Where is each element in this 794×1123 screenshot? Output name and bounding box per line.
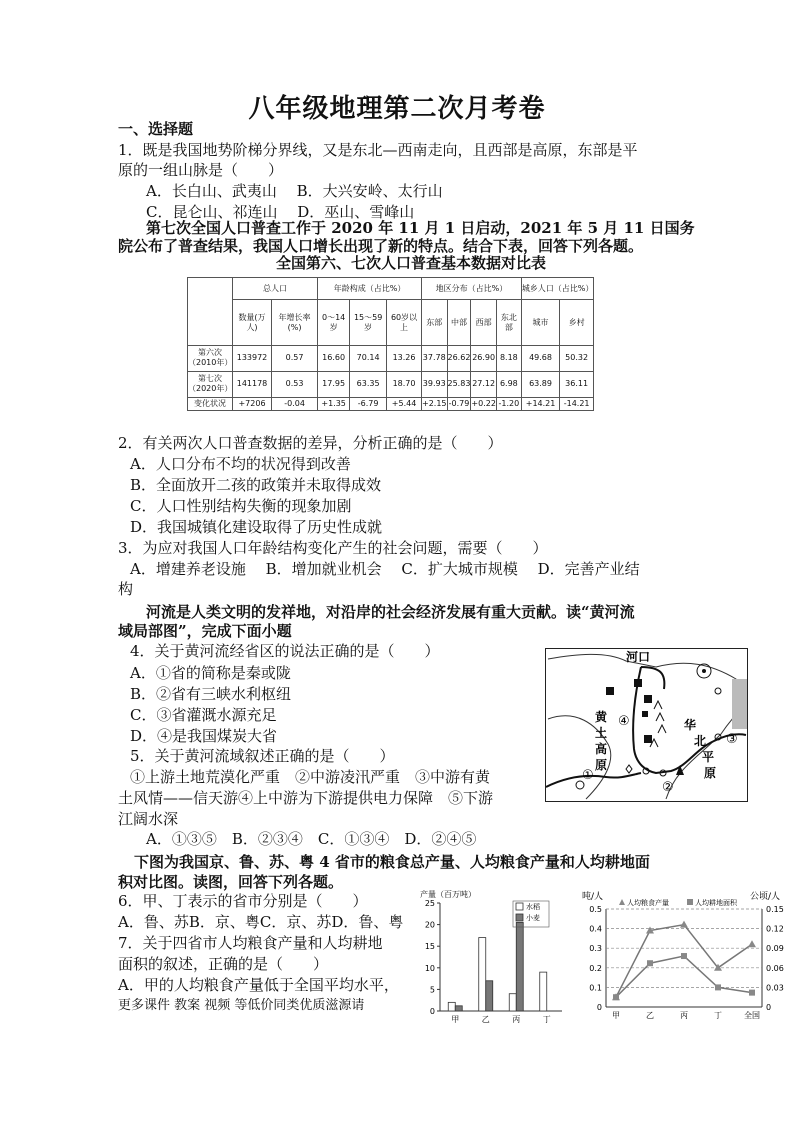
table-cell: +0.22 — [471, 397, 497, 411]
table-cell: 49.68 — [521, 346, 559, 372]
q2-option-a: A．人口分布不均的状况得到改善 — [130, 455, 351, 473]
line-chart-x-tick-label: 乙 — [646, 1011, 654, 1020]
q4-stem: 4．关于黄河流经省区的说法正确的是（ ） — [130, 642, 440, 660]
capital-city-dot-icon — [702, 669, 706, 673]
q5-stem: 5．关于黄河流域叙述正确的是（ ） — [130, 747, 395, 765]
line-point-farmland — [647, 960, 653, 966]
table-sub-header: 乡村 — [560, 300, 594, 346]
coal-mine-icon — [642, 711, 648, 717]
line-point-grain — [680, 921, 688, 928]
table-title: 全国第六、七次人口普查基本数据对比表 — [276, 254, 547, 272]
bar-rice — [509, 994, 516, 1011]
map-drawing — [546, 649, 747, 801]
q4-option-b: B．②省有三峡水利枢纽 — [130, 685, 292, 703]
table-cell: 39.93 — [421, 371, 447, 397]
bar-chart-svg — [418, 885, 566, 1025]
map-label-hekou: 河口 — [626, 650, 651, 664]
per-capita-line-chart — [578, 885, 786, 1025]
intro1-line1: 第七次全国人口普查工作于 2020 年 11 月 1 日启动，2021 年 5 月 11 日国务 — [146, 219, 695, 237]
footer-promo-link[interactable]: 更多课件 教案 视频 等低价同类优质滋源请 — [118, 998, 365, 1013]
table-sub-header: 60岁以上 — [387, 300, 422, 346]
bar-chart-x-tick-label: 乙 — [481, 1015, 490, 1024]
line-chart-ylabel-right: 公顷/人 — [750, 892, 781, 902]
table-cell: -14.21 — [560, 397, 594, 411]
table-cell: 25.83 — [447, 371, 471, 397]
line-chart-left-tick-label: 0 — [596, 1003, 602, 1012]
line-chart-left-tick-label: 0.3 — [589, 944, 602, 954]
intro3-line1: 下图为我国京、鲁、苏、粤 4 省市的粮食总产量、人均粮食产量和人均耕地面 — [134, 853, 650, 871]
section-heading: 一、选择题 — [118, 120, 194, 138]
table-cell: 26.90 — [471, 346, 497, 372]
q7-stem-line1: 7．关于四省市人均粮食产量和人均耕地 — [118, 934, 383, 952]
table-cell: 27.12 — [471, 371, 497, 397]
table-group-header: 总人口 — [233, 278, 318, 300]
coal-mine-icon — [644, 695, 652, 703]
table-row-label: 第七次（2020年） — [188, 371, 233, 397]
mountain-icon — [650, 701, 666, 747]
line-chart-left-tick-label: 0.1 — [589, 983, 602, 993]
bar-chart-x-tick-label: 甲 — [451, 1015, 460, 1024]
table-cell: 16.60 — [318, 346, 350, 372]
table-cell: 8.18 — [496, 346, 521, 372]
coal-mine-icon — [644, 735, 652, 743]
q5-options: A．①③⑤ B．②③④ C．①③④ D．②④⑤ — [146, 830, 477, 848]
line-chart-ylabel-left: 吨/人 — [582, 892, 604, 902]
intro1-line2: 院公布了普查结果，我国人口增长出现了新的特点。结合下表，回答下列各题。 — [118, 237, 644, 255]
q6-options: A．鲁、苏B．京、粤C．京、苏D．鲁、粤 — [118, 913, 404, 931]
q4-option-c: C．③省灌溉水源充足 — [130, 706, 277, 724]
line-point-grain — [748, 940, 756, 947]
line-chart-right-tick-label: 0.06 — [766, 963, 784, 973]
line-legend-label: 人均耕地面积 — [695, 899, 737, 907]
bar-rice — [540, 972, 547, 1011]
table-cell: +5.44 — [387, 397, 422, 411]
table-row-label: 第六次（2010年） — [188, 346, 233, 372]
table-sub-header: 中部 — [447, 300, 471, 346]
table-sub-header: 东北部 — [496, 300, 521, 346]
table-group-header: 地区分布（占比%） — [421, 278, 521, 300]
q3-options: A．增建养老设施 B．增加就业机会 C．扩大城市规模 D．完善产业结 — [130, 560, 640, 578]
q2-option-c: C．人口性别结构失衡的现象加剧 — [130, 497, 352, 515]
line-legend-label: 人均粮食产量 — [627, 899, 669, 907]
table-cell: 0.53 — [272, 371, 318, 397]
bar-chart-ylabel: 产量（百万吨） — [420, 890, 476, 899]
table-sub-header: 0～14岁 — [318, 300, 350, 346]
bar-chart-x-tick-label: 丙 — [512, 1015, 521, 1024]
table-cell: 18.70 — [387, 371, 422, 397]
table-group-header: 年龄构成（占比%） — [318, 278, 422, 300]
map-label-loess: 土 — [595, 726, 608, 740]
dam-icon — [626, 765, 632, 773]
table-row — [188, 346, 594, 372]
intro2-line1: 河流是人类文明的发祥地，对沿岸的社会经济发展有重大贡献。读“黄河流 — [146, 603, 635, 621]
sea-area — [732, 679, 747, 729]
q1-options-ab: A．长白山、武夷山 B．大兴安岭、太行山 — [146, 182, 443, 200]
intro3-line2: 积对比图。读图，回答下列各题。 — [118, 873, 344, 891]
table-cell: +2.15 — [421, 397, 447, 411]
table-corner-cell — [188, 278, 233, 346]
q2-option-d: D．我国城镇化建设取得了历史性成就 — [130, 518, 383, 536]
map-number-4: ④ — [618, 714, 630, 729]
table-cell: 133972 — [233, 346, 272, 372]
table-cell: -0.04 — [272, 397, 318, 411]
line-point-farmland — [749, 990, 755, 996]
table-sub-header: 东部 — [421, 300, 447, 346]
map-label-plain: 华 — [684, 718, 697, 732]
table-cell: 63.35 — [350, 371, 387, 397]
line-chart-x-tick-label: 全国 — [744, 1011, 760, 1020]
map-label-loess: 高 — [595, 742, 608, 756]
line-chart-right-tick-label: 0.03 — [766, 983, 784, 993]
line-chart-x-tick-label: 丁 — [714, 1011, 722, 1020]
q1-stem-line2: 原的一组山脉是（ ） — [118, 161, 284, 179]
bar-rice — [479, 938, 486, 1011]
q7-option-a: A．甲的人均粮食产量低于全国平均水平， — [118, 976, 399, 994]
q2-option-b: B．全面放开二孩的政策并未取得成效 — [130, 476, 382, 494]
table-group-header: 城乡人口（占比%） — [521, 278, 593, 300]
table-row — [188, 397, 594, 411]
map-label-loess: 黄 — [595, 710, 608, 724]
table-cell: 37.78 — [421, 346, 447, 372]
table-cell: -1.20 — [496, 397, 521, 411]
q5-statement-line2: 土风情——信天游④上中游为下游提供电力保障 ⑤下游 — [118, 789, 494, 807]
line-chart-svg — [578, 885, 786, 1025]
bar-legend-label: 小麦 — [526, 914, 540, 922]
q2-stem: 2．有关两次人口普查数据的差异，分析正确的是（ ） — [118, 434, 503, 452]
bar-chart-y-tick-label: 10 — [424, 963, 435, 973]
bar-chart-y-tick-label: 25 — [424, 899, 435, 908]
bar-chart-x-tick-label: 丁 — [542, 1015, 551, 1024]
table-cell: 17.95 — [318, 371, 350, 397]
q5-statement-line3: 江阔水深 — [118, 810, 179, 828]
bar-chart-y-tick-label: 0 — [429, 1007, 435, 1016]
q1-options-cd: C．昆仑山、祁连山 D．巫山、雪峰山 — [146, 203, 415, 221]
table-sub-header: 数量(万人) — [233, 300, 272, 346]
table-sub-header: 年增长率(%) — [272, 300, 318, 346]
bar-wheat — [516, 922, 523, 1011]
bar-wheat — [486, 981, 493, 1011]
table-cell: +14.21 — [521, 397, 559, 411]
coal-mine-icon — [606, 687, 614, 695]
yellow-river-map — [545, 648, 748, 802]
table-cell: +1.35 — [318, 397, 350, 411]
line-point-farmland — [715, 984, 721, 990]
map-number-3: ③ — [726, 732, 738, 747]
bar-legend-label: 水稻 — [526, 903, 540, 911]
table-cell: 36.11 — [560, 371, 594, 397]
intro2-line2: 域局部图”，完成下面小题 — [118, 622, 292, 640]
line-chart-right-tick-label: 0 — [766, 1003, 772, 1012]
table-cell: -0.79 — [447, 397, 471, 411]
bar-legend-swatch — [516, 903, 523, 910]
map-number-1: ① — [582, 768, 594, 783]
q6-stem: 6．甲、丁表示的省市分别是（ ） — [118, 892, 368, 910]
q3-stem: 3．为应对我国人口年龄结构变化产生的社会问题，需要（ ） — [118, 539, 548, 557]
table-sub-header: 城市 — [521, 300, 559, 346]
line-chart-left-tick-label: 0.4 — [589, 924, 602, 934]
bar-rice — [448, 1002, 455, 1011]
table-cell: 0.57 — [272, 346, 318, 372]
line-chart-left-tick-label: 0.2 — [589, 963, 602, 973]
line-legend-marker — [687, 899, 693, 905]
map-label-plain: 原 — [704, 766, 717, 780]
q7-stem-line2: 面积的叙述，正确的是（ ） — [118, 955, 329, 973]
line-series-grain — [616, 925, 752, 998]
line-chart-right-tick-label: 0.12 — [766, 924, 784, 934]
table-cell: 70.14 — [350, 346, 387, 372]
table-cell: 26.62 — [447, 346, 471, 372]
line-chart-right-tick-label: 0.09 — [766, 944, 784, 954]
q3-options-wrap: 构 — [118, 580, 134, 598]
table-cell: +7206 — [233, 397, 272, 411]
table-cell: 141178 — [233, 371, 272, 397]
table-sub-header: 西部 — [471, 300, 497, 346]
map-number-2: ② — [662, 780, 674, 795]
table-row-label: 变化状况 — [188, 397, 233, 411]
line-point-farmland — [681, 953, 687, 959]
page-title: 八年级地理第二次月考卷 — [248, 94, 546, 124]
table-cell: 63.89 — [521, 371, 559, 397]
table-row — [188, 371, 594, 397]
line-legend-marker — [619, 899, 625, 905]
city-icon — [715, 688, 721, 694]
table-cell: 13.26 — [387, 346, 422, 372]
grain-output-bar-chart — [418, 885, 566, 1025]
bar-wheat — [455, 1006, 462, 1011]
bar-chart-y-tick-label: 20 — [424, 920, 435, 930]
q4-option-d: D．④是我国煤炭大省 — [130, 727, 278, 745]
line-point-farmland — [613, 994, 619, 1000]
table-cell: -6.79 — [350, 397, 387, 411]
bar-chart-y-tick-label: 5 — [429, 985, 435, 995]
census-table — [187, 277, 594, 411]
map-label-loess: 原 — [595, 758, 608, 772]
map-label-plain: 平 — [702, 750, 715, 764]
bar-chart-y-tick-label: 15 — [424, 942, 435, 952]
coal-mine-icon — [634, 679, 642, 687]
table-cell: 50.32 — [560, 346, 594, 372]
q4-option-a: A．①省的简称是秦或陇 — [130, 664, 291, 682]
line-chart-right-tick-label: 0.15 — [766, 905, 784, 914]
line-chart-left-tick-label: 0.5 — [589, 905, 602, 914]
river-bend — [641, 667, 664, 689]
q5-statement-line1: ①上游土地荒漠化严重 ②中游凌汛严重 ③中游有黄 — [130, 768, 491, 786]
line-series-farmland — [616, 956, 752, 997]
bar-legend-swatch — [516, 914, 523, 921]
map-label-plain: 北 — [694, 734, 707, 748]
line-chart-x-tick-label: 甲 — [612, 1011, 620, 1020]
q1-stem-line1: 1．既是我国地势阶梯分界线，又是东北—西南走向，且西部是高原，东部是平 — [118, 141, 638, 159]
table-sub-header: 15～59岁 — [350, 300, 387, 346]
line-chart-x-tick-label: 丙 — [680, 1011, 688, 1020]
table-cell: 6.98 — [496, 371, 521, 397]
